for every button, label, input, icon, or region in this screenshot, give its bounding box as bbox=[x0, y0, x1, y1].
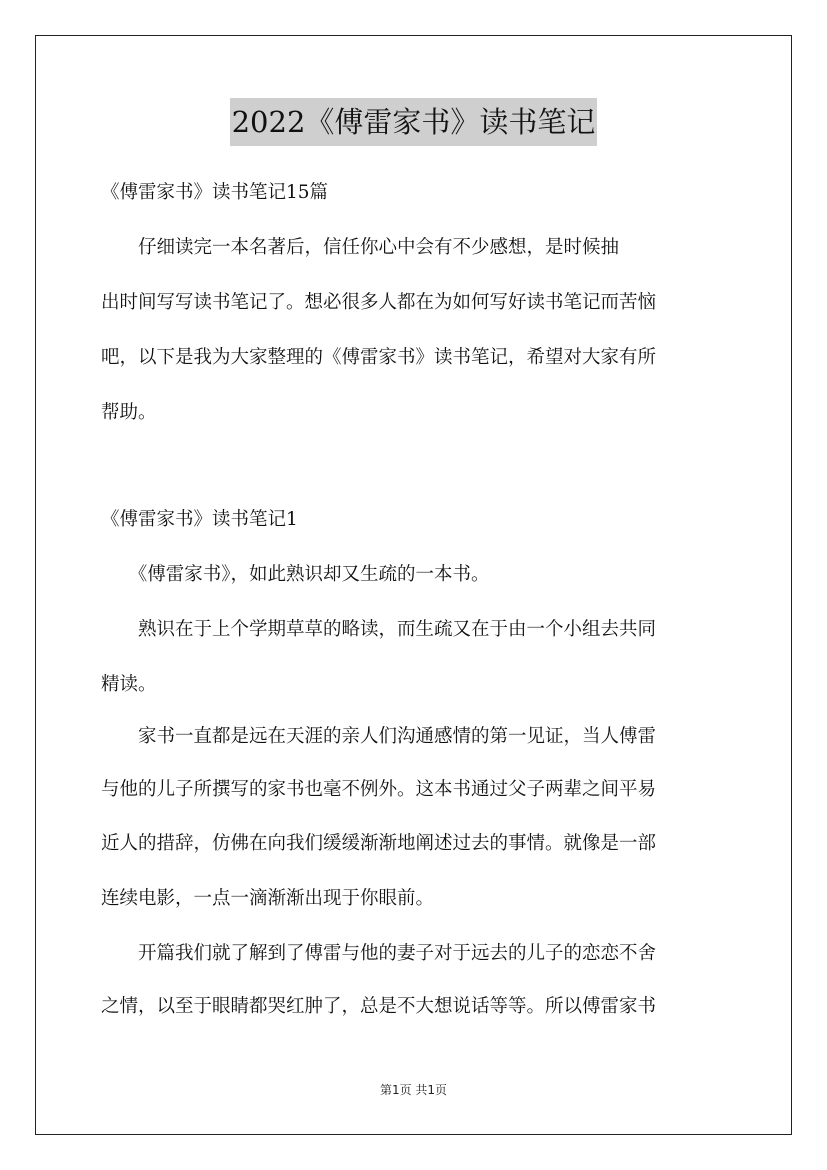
text-line: 与他的儿子所撰写的家书也毫不例外。这本书通过父子两辈之间平易 bbox=[101, 779, 657, 800]
text-line: 熟识在于上个学期草草的略读，而生疏又在于由一个小组去共同 bbox=[101, 619, 657, 640]
text-line: 吧，以下是我为大家整理的《傅雷家书》读书笔记，希望对大家有所 bbox=[101, 347, 657, 368]
page-footer: 第1页 共1页 bbox=[379, 1083, 448, 1097]
text-line: 《傅雷家书》，如此熟识却又生疏的一本书。 bbox=[101, 564, 490, 585]
text-line: 之情，以至于眼睛都哭红肿了，总是不大想说话等等。所以傅雷家书 bbox=[101, 996, 657, 1017]
text-line: 精读。 bbox=[101, 674, 157, 695]
subtitle-line: 《傅雷家书》读书笔记15篇 bbox=[101, 182, 329, 203]
text-line: 连续电影，一点一滴渐渐出现于你眼前。 bbox=[101, 888, 435, 909]
text-line: 仔细读完一本名著后，信任你心中会有不少感想，是时候抽 bbox=[101, 237, 620, 258]
title-block bbox=[0, 98, 827, 146]
text-line: 帮助。 bbox=[101, 402, 157, 423]
text-line: 近人的措辞，仿佛在向我们缓缓渐渐地阐述过去的事情。就像是一部 bbox=[101, 833, 657, 854]
text-line: 家书一直都是远在天涯的亲人们沟通感情的第一见证，当人傅雷 bbox=[101, 726, 657, 747]
text-line: 开篇我们就了解到了傅雷与他的妻子对于远去的儿子的恋恋不舍 bbox=[101, 943, 657, 964]
text-line: 出时间写写读书笔记了。想必很多人都在为如何写好读书笔记而苦恼 bbox=[101, 292, 657, 313]
document-title: 2022《傅雷家书》读书笔记 bbox=[230, 98, 598, 146]
section-heading: 《傅雷家书》读书笔记1 bbox=[101, 509, 298, 530]
